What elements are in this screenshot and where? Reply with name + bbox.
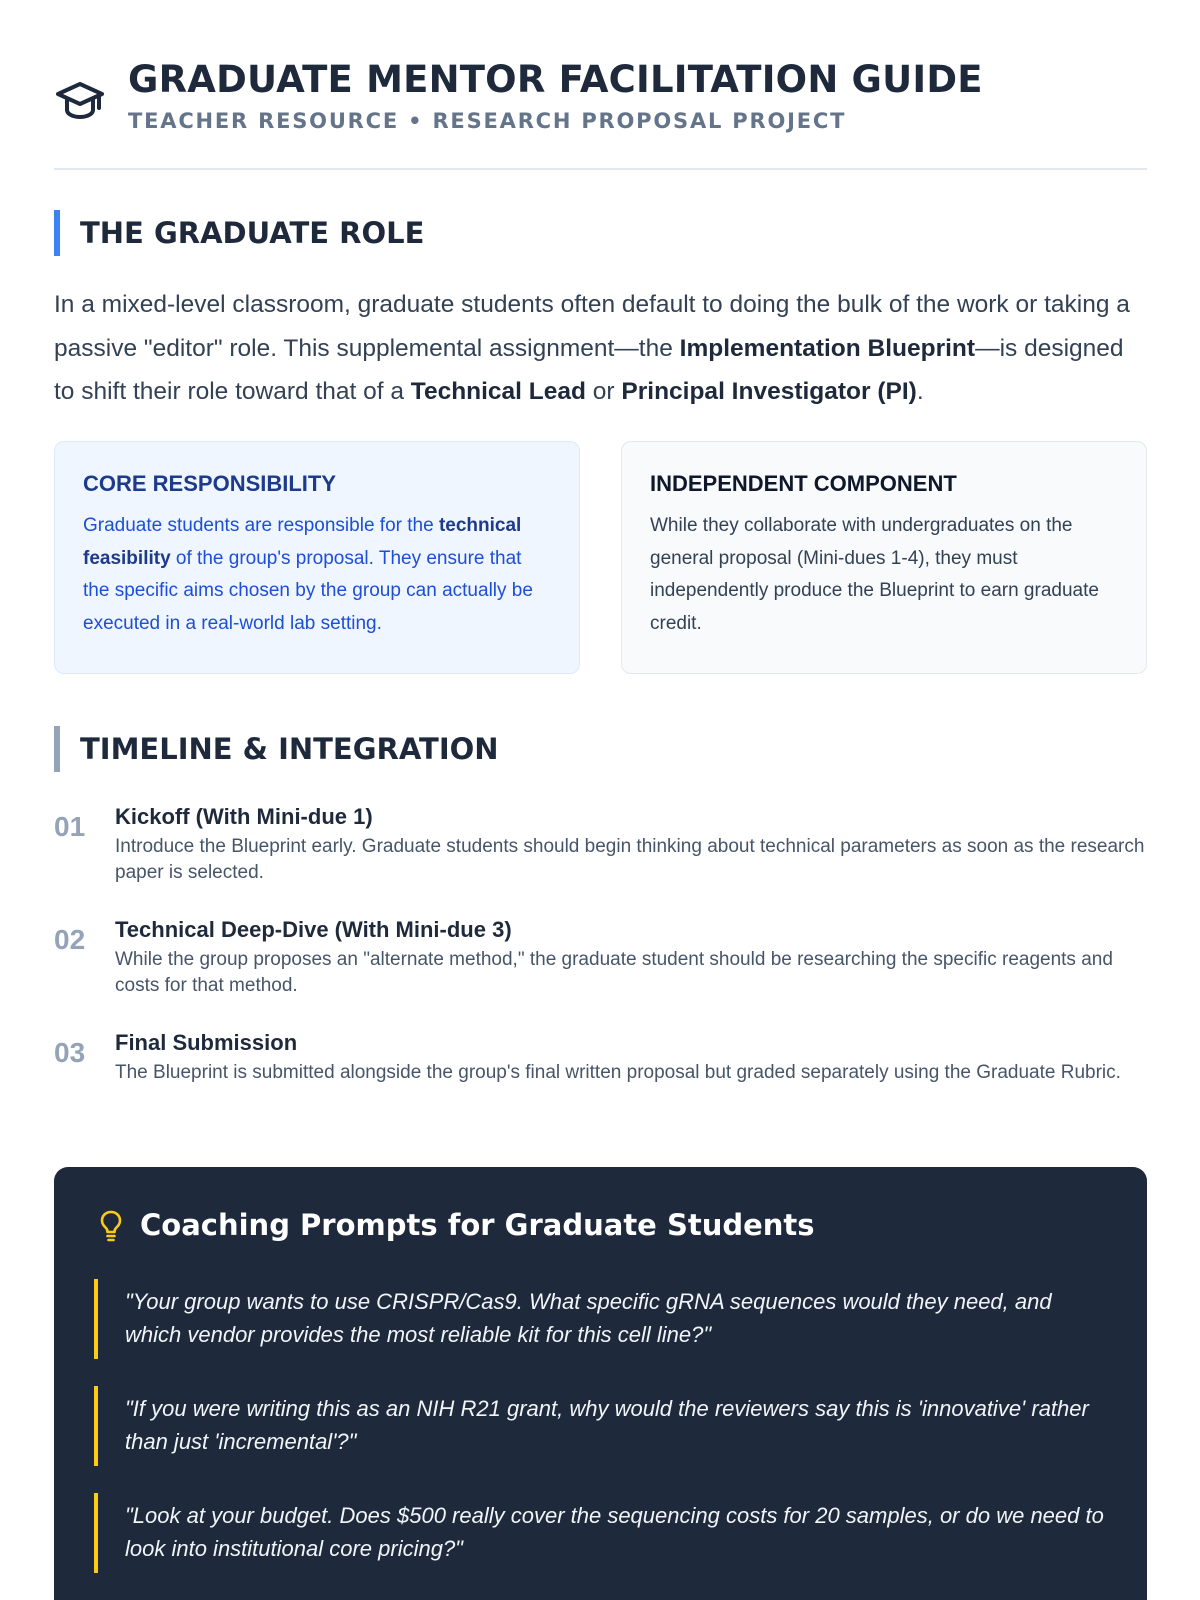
guide-page [54, 0, 1147, 1600]
step-number: 01 [54, 811, 86, 842]
section-heading-timeline [54, 726, 499, 772]
term-technical-lead: Technical Lead [410, 378, 586, 405]
intro-paragraph: In a mixed-level classroom, graduate students often default to doing the bulk of the work or taking a passive "editor" role. This supplemental assignment—the Implementation Blueprint—is designed to shift their role toward that of a Technical Lead or Principal Investigator (PI). [54, 291, 1130, 405]
coaching-prompts-panel [54, 1167, 1147, 1600]
term-implementation-blueprint: Implementation Blueprint [679, 334, 976, 362]
independent-component-card [621, 441, 1147, 674]
card-body: While they collaborate with undergraduates on the general proposal (Mini-dues 1-4), they must independently produce the Blueprint to earn graduate credit. [650, 515, 1099, 634]
card-title: INDEPENDENT COMPONENT [650, 471, 957, 496]
section-heading-text: TIMELINE & INTEGRATION [80, 732, 499, 766]
coaching-prompt: "Look at your budget. Does $500 really cover the sequencing costs for 20 samples, or do we need to look into institutional core pricing?" [94, 1493, 1107, 1573]
section-accent-bar [54, 726, 60, 772]
page-subtitle: TEACHER RESOURCE • RESEARCH PROPOSAL PROJECT [128, 109, 847, 133]
step-title: Technical Deep-Dive (With Mini-due 3) [115, 917, 512, 942]
term-principal-investigator: Principal Investigator (PI) [621, 378, 917, 405]
card-body: Graduate students are responsible for the technical feasibility of the group's proposal. They ensure that the specific aims chosen by the group can actually be executed in a real-world lab setting. [83, 515, 533, 634]
term-technical-feasibility: technical feasibility [83, 515, 522, 569]
section-heading-text: THE GRADUATE ROLE [80, 216, 425, 250]
section-accent-bar [54, 210, 60, 256]
step-number: 03 [54, 1037, 86, 1068]
step-title: Kickoff (With Mini-due 1) [115, 804, 373, 829]
card-title: CORE RESPONSIBILITY [83, 471, 337, 496]
lightbulb-icon [98, 1209, 124, 1243]
coaching-prompt: "If you were writing this as an NIH R21 grant, why would the reviewers say this is 'innovative' rather than just 'incremental'?" [94, 1386, 1107, 1466]
core-responsibility-card [54, 441, 580, 674]
step-description: The Blueprint is submitted alongside the group's final written proposal but graded separately using the Graduate Rubric. [115, 1062, 1121, 1083]
section-heading-graduate-role [54, 210, 424, 256]
coaching-title: Coaching Prompts for Graduate Students [140, 1208, 815, 1242]
step-number: 02 [54, 924, 86, 955]
step-description: Introduce the Blueprint early. Graduate students should begin thinking about technical parameters as soon as the research paper is selected. [115, 836, 1145, 883]
step-title: Final Submission [115, 1030, 298, 1055]
coaching-prompt: "Your group wants to use CRISPR/Cas9. What specific gRNA sequences would they need, and which vendor provides the most reliable kit for this cell line?" [94, 1279, 1107, 1359]
step-description: While the group proposes an "alternate method," the graduate student should be researching the specific reagents and costs for that method. [115, 949, 1113, 996]
page-title: GRADUATE MENTOR FACILITATION GUIDE [128, 58, 983, 101]
graduation-cap-icon [54, 78, 106, 122]
page-header [54, 56, 1147, 170]
